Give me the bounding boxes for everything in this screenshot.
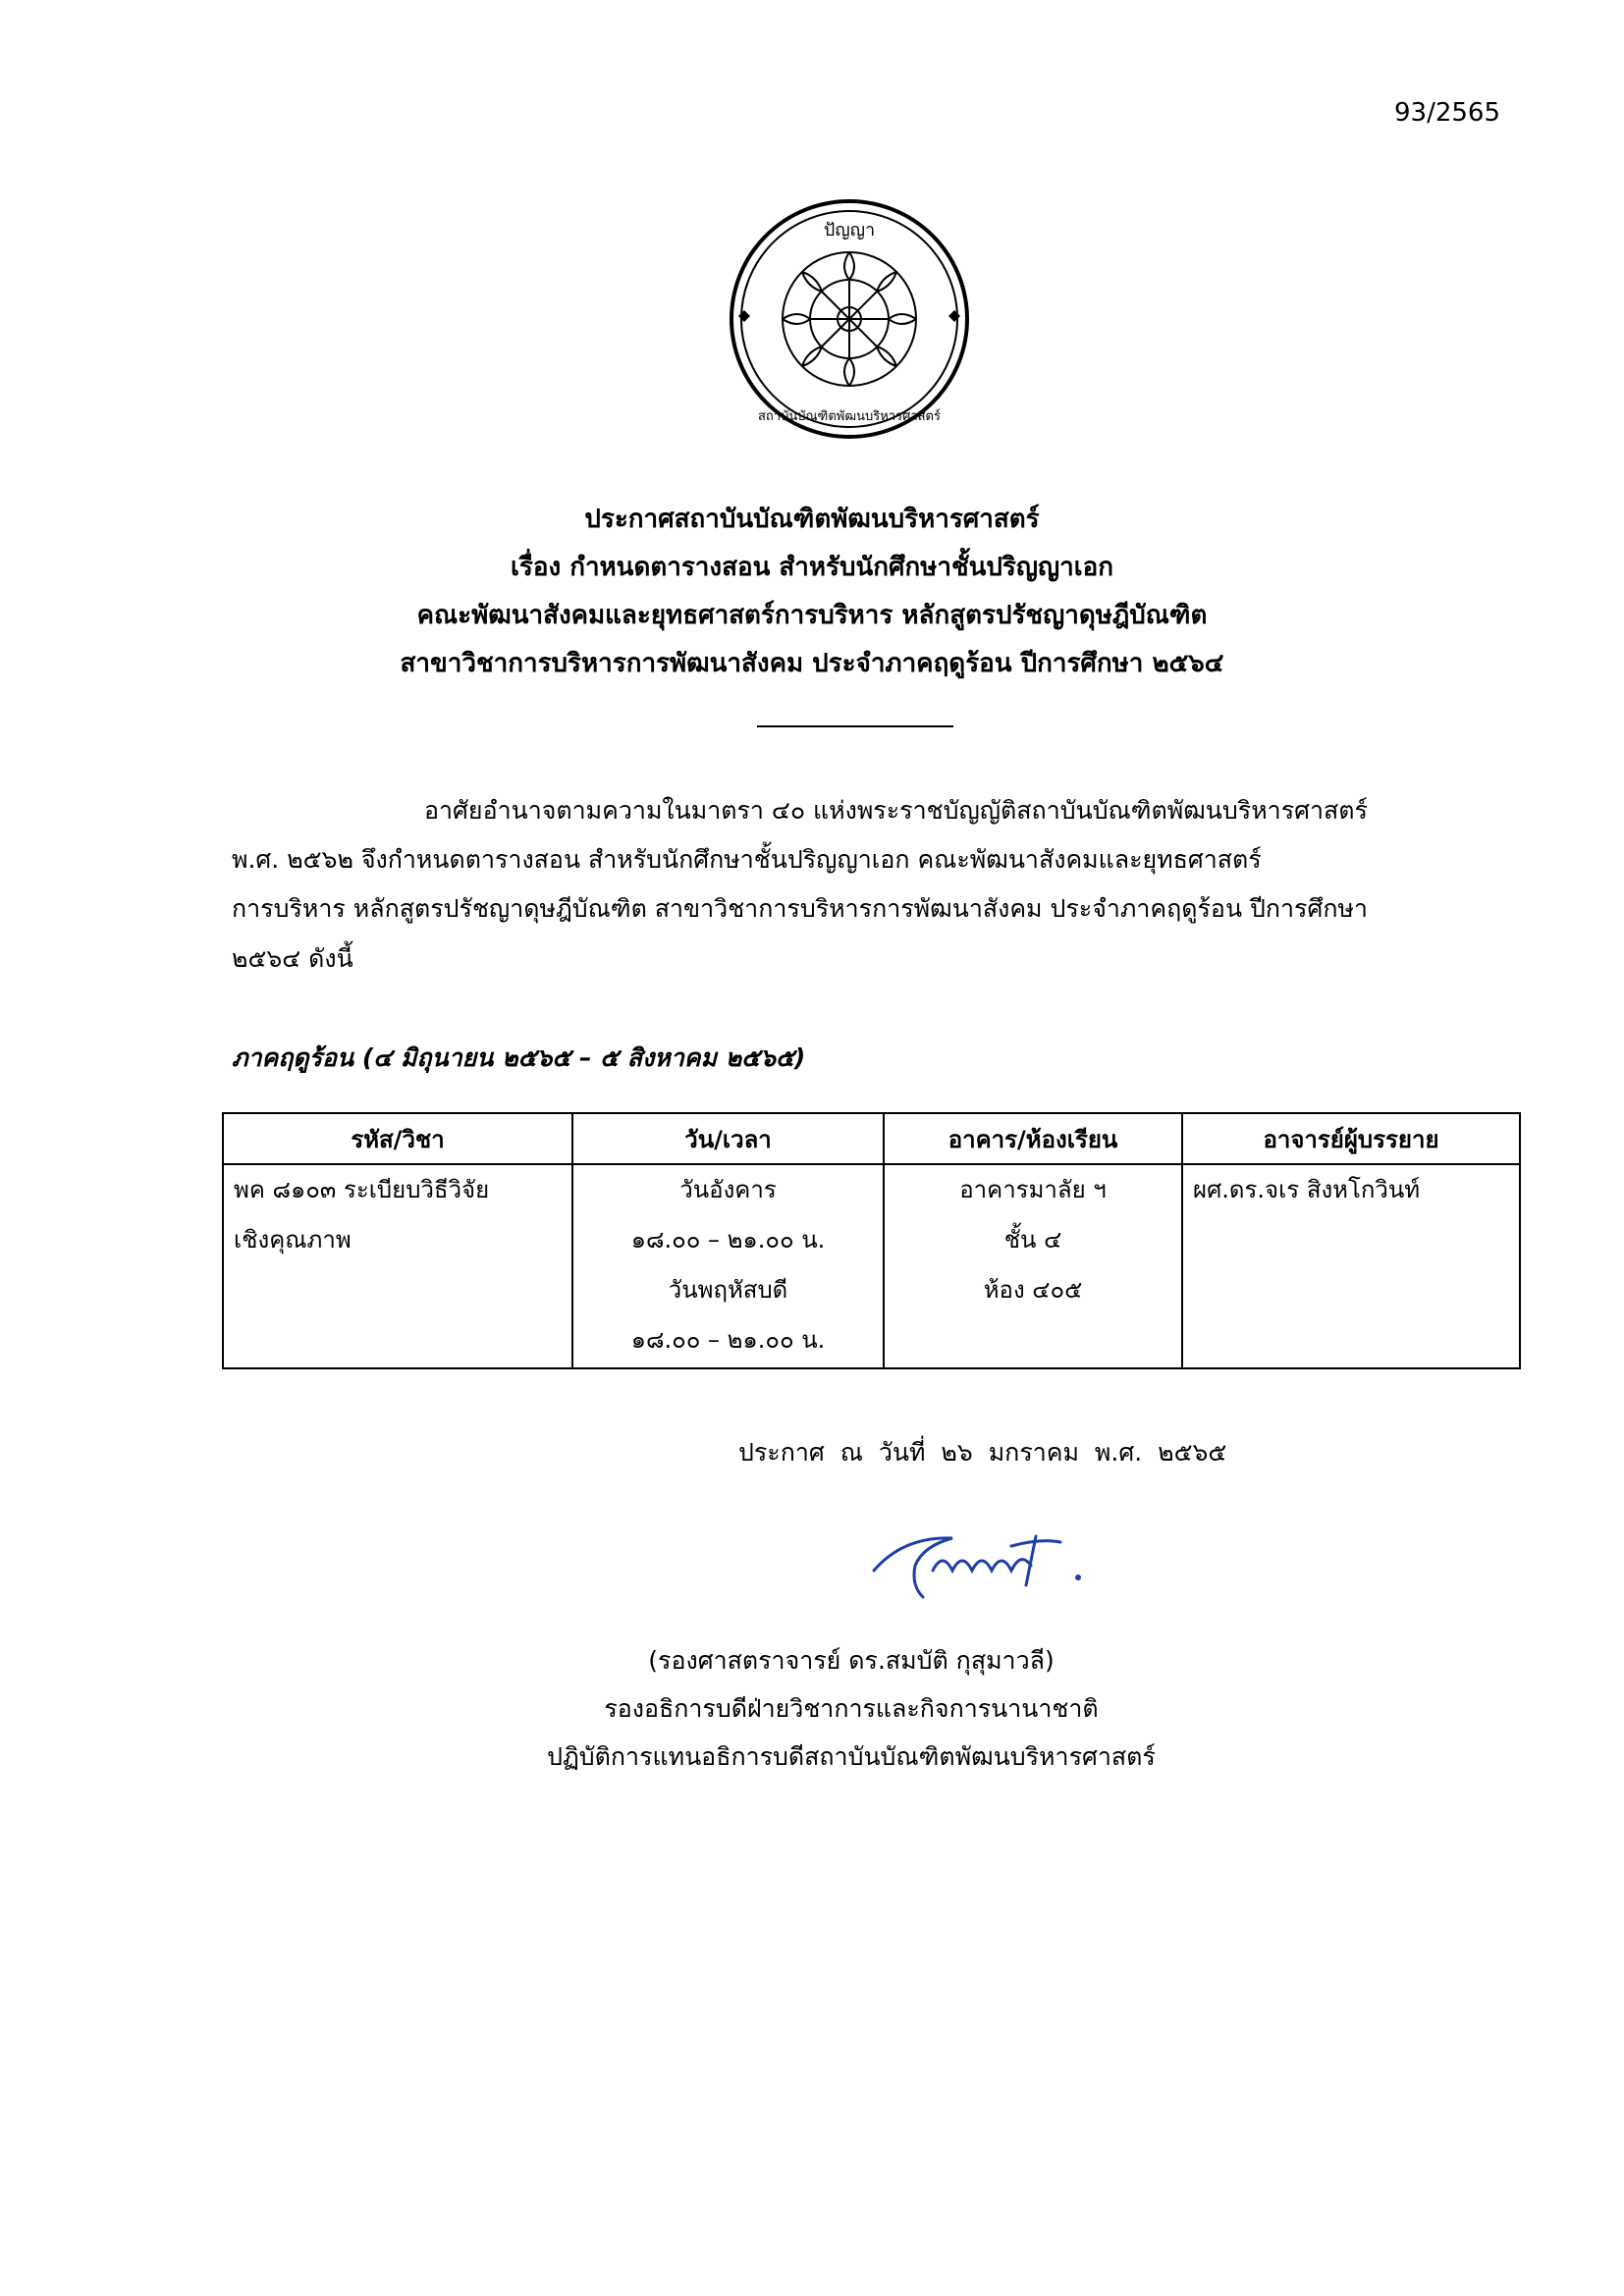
- course-cell: [223, 1164, 572, 1368]
- floor: ชั้น ๔: [1003, 1226, 1062, 1254]
- body-line-1: อาศัยอำนาจตามความในมาตรา ๔๐ แห่งพระราชบัญญัติสถาบันบัณฑิตพัฒนบริหารศาสตร์: [424, 796, 1368, 825]
- day-time-cell: [572, 1164, 884, 1368]
- day-2: วันพฤหัสบดี: [668, 1276, 788, 1304]
- room-cell: [884, 1164, 1182, 1368]
- heading-line-2: เรื่อง กำหนดตารางสอน สำหรับนักศึกษาชั้นปริญญาเอก: [510, 553, 1114, 582]
- signatory-position-2: ปฏิบัติการแทนอธิการบดีสถาบันบัณฑิตพัฒนบริหารศาสตร์: [547, 1742, 1156, 1771]
- heading-line-4: สาขาวิชาการบริหารการพัฒนาสังคม ประจำภาคฤดูร้อน ปีการศึกษา ๒๕๖๔: [400, 649, 1224, 678]
- building: อาคารมาลัย ฯ: [959, 1176, 1107, 1203]
- header-lecturer: อาจารย์ผู้บรรยาย: [1182, 1113, 1520, 1164]
- course-name-continued: เชิงคุณภาพ: [234, 1226, 352, 1254]
- handwritten-signature: [864, 1517, 1100, 1605]
- course-code-name: พค ๘๑๐๓ ระเบียบวิธีวิจัย: [234, 1176, 490, 1203]
- lecturer-name: ผศ.ดร.จเร สิงหโกวินท์: [1193, 1176, 1421, 1203]
- lecturer-cell: [1182, 1164, 1520, 1368]
- header-course: รหัส/วิชา: [223, 1113, 572, 1164]
- signatory-position-1: รองอธิการบดีฝ่ายวิชาการและกิจการนานาชาติ: [604, 1694, 1099, 1723]
- document-number: 93/2565: [1394, 98, 1501, 128]
- day-1: วันอังคาร: [679, 1176, 777, 1203]
- heading-divider: [757, 725, 953, 727]
- room: ห้อง ๔๐๕: [983, 1276, 1083, 1304]
- table-header-row: [223, 1113, 1520, 1164]
- table-row: [223, 1164, 1520, 1368]
- body-line-3: การบริหาร หลักสูตรปรัชญาดุษฎีบัณฑิต สาขาวิชาการบริหารการพัฒนาสังคม ประจำภาคฤดูร้อน ปีการศึกษา: [232, 894, 1368, 923]
- institution-seal-logo: [727, 196, 972, 442]
- time-2: ๑๘.๐๐ – ๒๑.๐๐ น.: [630, 1326, 826, 1354]
- time-1: ๑๘.๐๐ – ๒๑.๐๐ น.: [630, 1226, 826, 1254]
- schedule-table: [222, 1112, 1521, 1369]
- header-day-time: วัน/เวลา: [572, 1113, 884, 1164]
- semester-title: ภาคฤดูร้อน (๔ มิถุนายน ๒๕๖๕ – ๕ สิงหาคม ๒๕๖๕): [232, 1043, 806, 1072]
- heading-line-3: คณะพัฒนาสังคมและยุทธศาสตร์การบริหาร หลักสูตรปรัชญาดุษฎีบัณฑิต: [416, 601, 1208, 630]
- announcement-date: ประกาศ ณ วันที่ ๒๖ มกราคม พ.ศ. ๒๕๖๕: [738, 1438, 1227, 1467]
- seal-institution-name: สถาบันบัณฑิตพัฒนบริหารศาสตร์: [758, 409, 941, 424]
- body-line-4: ๒๕๖๔ ดังนี้: [232, 944, 353, 973]
- body-line-2: พ.ศ. ๒๕๖๒ จึงกำหนดตารางสอน สำหรับนักศึกษาชั้นปริญญาเอก คณะพัฒนาสังคมและยุทธศาสตร์: [232, 845, 1262, 874]
- header-room: อาคาร/ห้องเรียน: [884, 1113, 1182, 1164]
- seal-motto: ปัญญา: [823, 220, 876, 240]
- heading-line-1: ประกาศสถาบันบัณฑิตพัฒนบริหารศาสตร์: [584, 505, 1040, 534]
- signatory-name: (รองศาสตราจารย์ ดร.สมบัติ กุสุมาวลี): [648, 1646, 1055, 1675]
